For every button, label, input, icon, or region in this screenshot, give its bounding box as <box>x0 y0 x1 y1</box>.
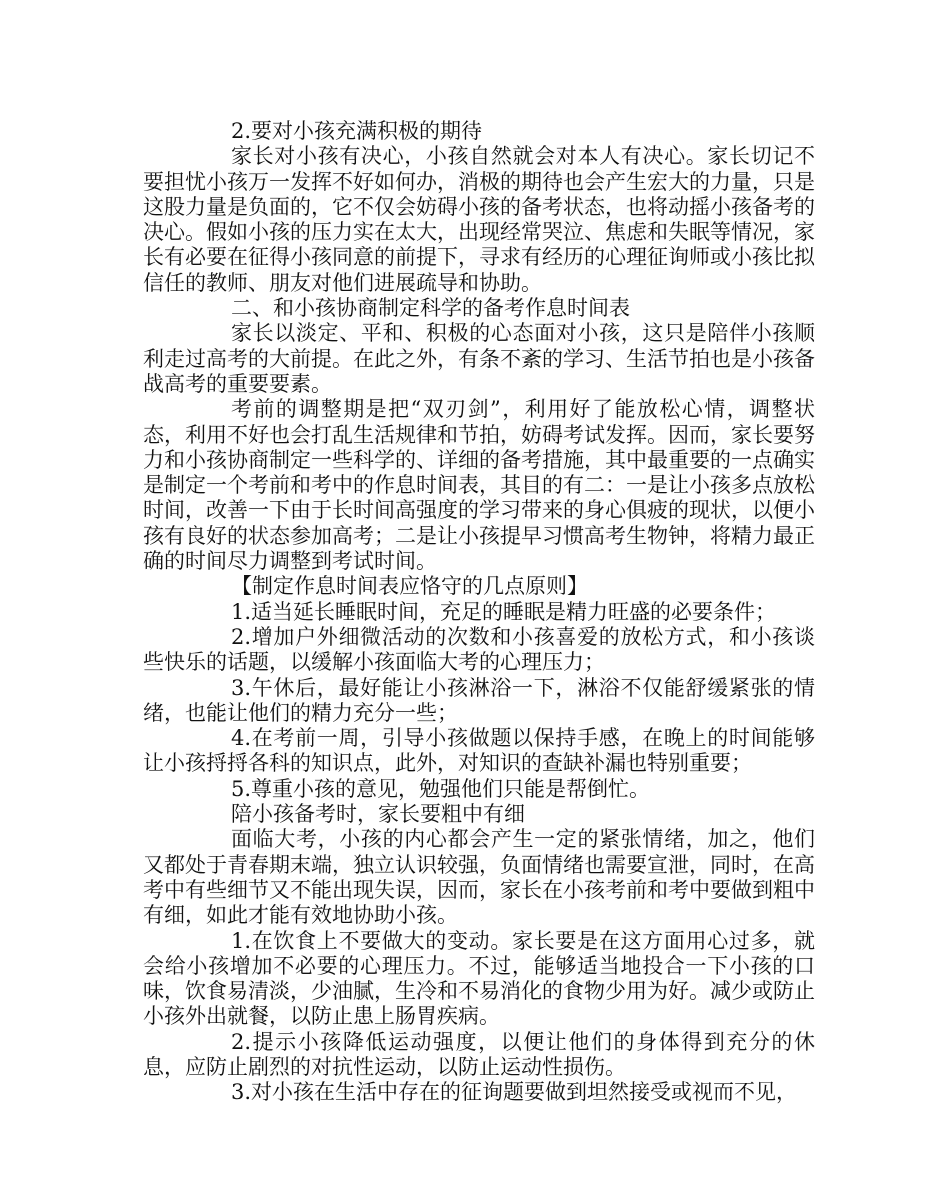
principles-heading: 【制定作息时间表应恪守的几点原则】 <box>231 574 588 599</box>
section-heading-details: 陪小孩备考时，家长要粗中有细 <box>231 802 525 827</box>
list-item: 4.在考前一周，引导小孩做题以保持手感，在晚上的时间能够让小孩捋捋各科的知识点，此外，对知识的查缺补漏也特别重要； <box>143 726 815 776</box>
list-item: 3.午休后，最好能让小孩淋浴一下，淋浴不仅能舒缓紧张的情绪，也能让他们的精力充分一些； <box>143 675 815 725</box>
heading-positive-expectation: 2.要对小孩充满积极的期待 <box>231 119 483 143</box>
list-item: 2.提示小孩降低运动强度，以便让他们的身体得到充分的休息，应防止剧烈的对抗性运动，以防止运动性损伤。 <box>143 1029 815 1079</box>
paragraph: 面临大考，小孩的内心都会产生一定的紧张情绪，加之，他们又都处于青春期末端，独立认识较强，负面情绪也需要宣泄，同时，在高考中有些细节又不能出现失误，因而，家长在小孩考前和考中要做到粗中有细，如此才能有效地协助小孩。 <box>143 827 815 928</box>
list-item: 1.在饮食上不要做大的变动。家长要是在这方面用心过多，就会给小孩增加不必要的心理压力。不过，能够适当地投合一下小孩的口味，饮食易清淡，少油腻，生冷和不易消化的食物少用为好。减少或防止小孩外出就餐，以防止患上肠胃疾病。 <box>143 928 815 1029</box>
list-item: 5.尊重小孩的意见，勉强他们只能是帮倒忙。 <box>231 776 651 801</box>
section-heading-schedule: 二、和小孩协商制定科学的备考作息时间表 <box>231 296 630 321</box>
document-body <box>143 119 815 1106</box>
list-item: 2.增加户外细微活动的次数和小孩喜爱的放松方式，和小孩谈些快乐的话题，以缓解小孩面临大考的心理压力； <box>143 624 815 675</box>
list-item: 1.适当延长睡眠时间，充足的睡眠是精力旺盛的必要条件； <box>231 599 777 624</box>
paragraph: 家长对小孩有决心，小孩自然就会对本人有决心。家长切记不要担忧小孩万一发挥不好如何办，消极的期待也会产生宏大的力量，只是这股力量是负面的，它不仅会妨碍小孩的备考状态，也将动摇小孩备考的决心。假如小孩的压力实在太大，出现经常哭泣、焦虑和失眠等情况，家长有必要在征得小孩同意的前提下，寻求有经历的心理征询师或小孩比拟信任的教师、朋友对他们进展疏导和协助。 <box>143 144 815 295</box>
paragraph: 家长以淡定、平和、积极的心态面对小孩，这只是陪伴小孩顺利走过高考的大前提。在此之外，有条不紊的学习、生活节拍也是小孩备战高考的重要要素。 <box>143 321 815 396</box>
paragraph: 考前的调整期是把“双刃剑”，利用好了能放松心情，调整状态，利用不好也会打乱生活规律和节拍，妨碍考试发挥。因而，家长要努力和小孩协商制定一些科学的、详细的备考措施，其中最重要的一点确实是制定一个考前和考中的作息时间表，其目的有二：一是让小孩多点放松时间，改善一下由于长时间高强度的学习带来的身心俱疲的现状，以便小孩有良好的状态参加高考；二是让小孩提早习惯高考生物钟，将精力最正确的时间尽力调整到考试时间。 <box>143 397 815 574</box>
list-item: 3.对小孩在生活中存在的征询题要做到坦然接受或视而不见， <box>231 1080 798 1105</box>
